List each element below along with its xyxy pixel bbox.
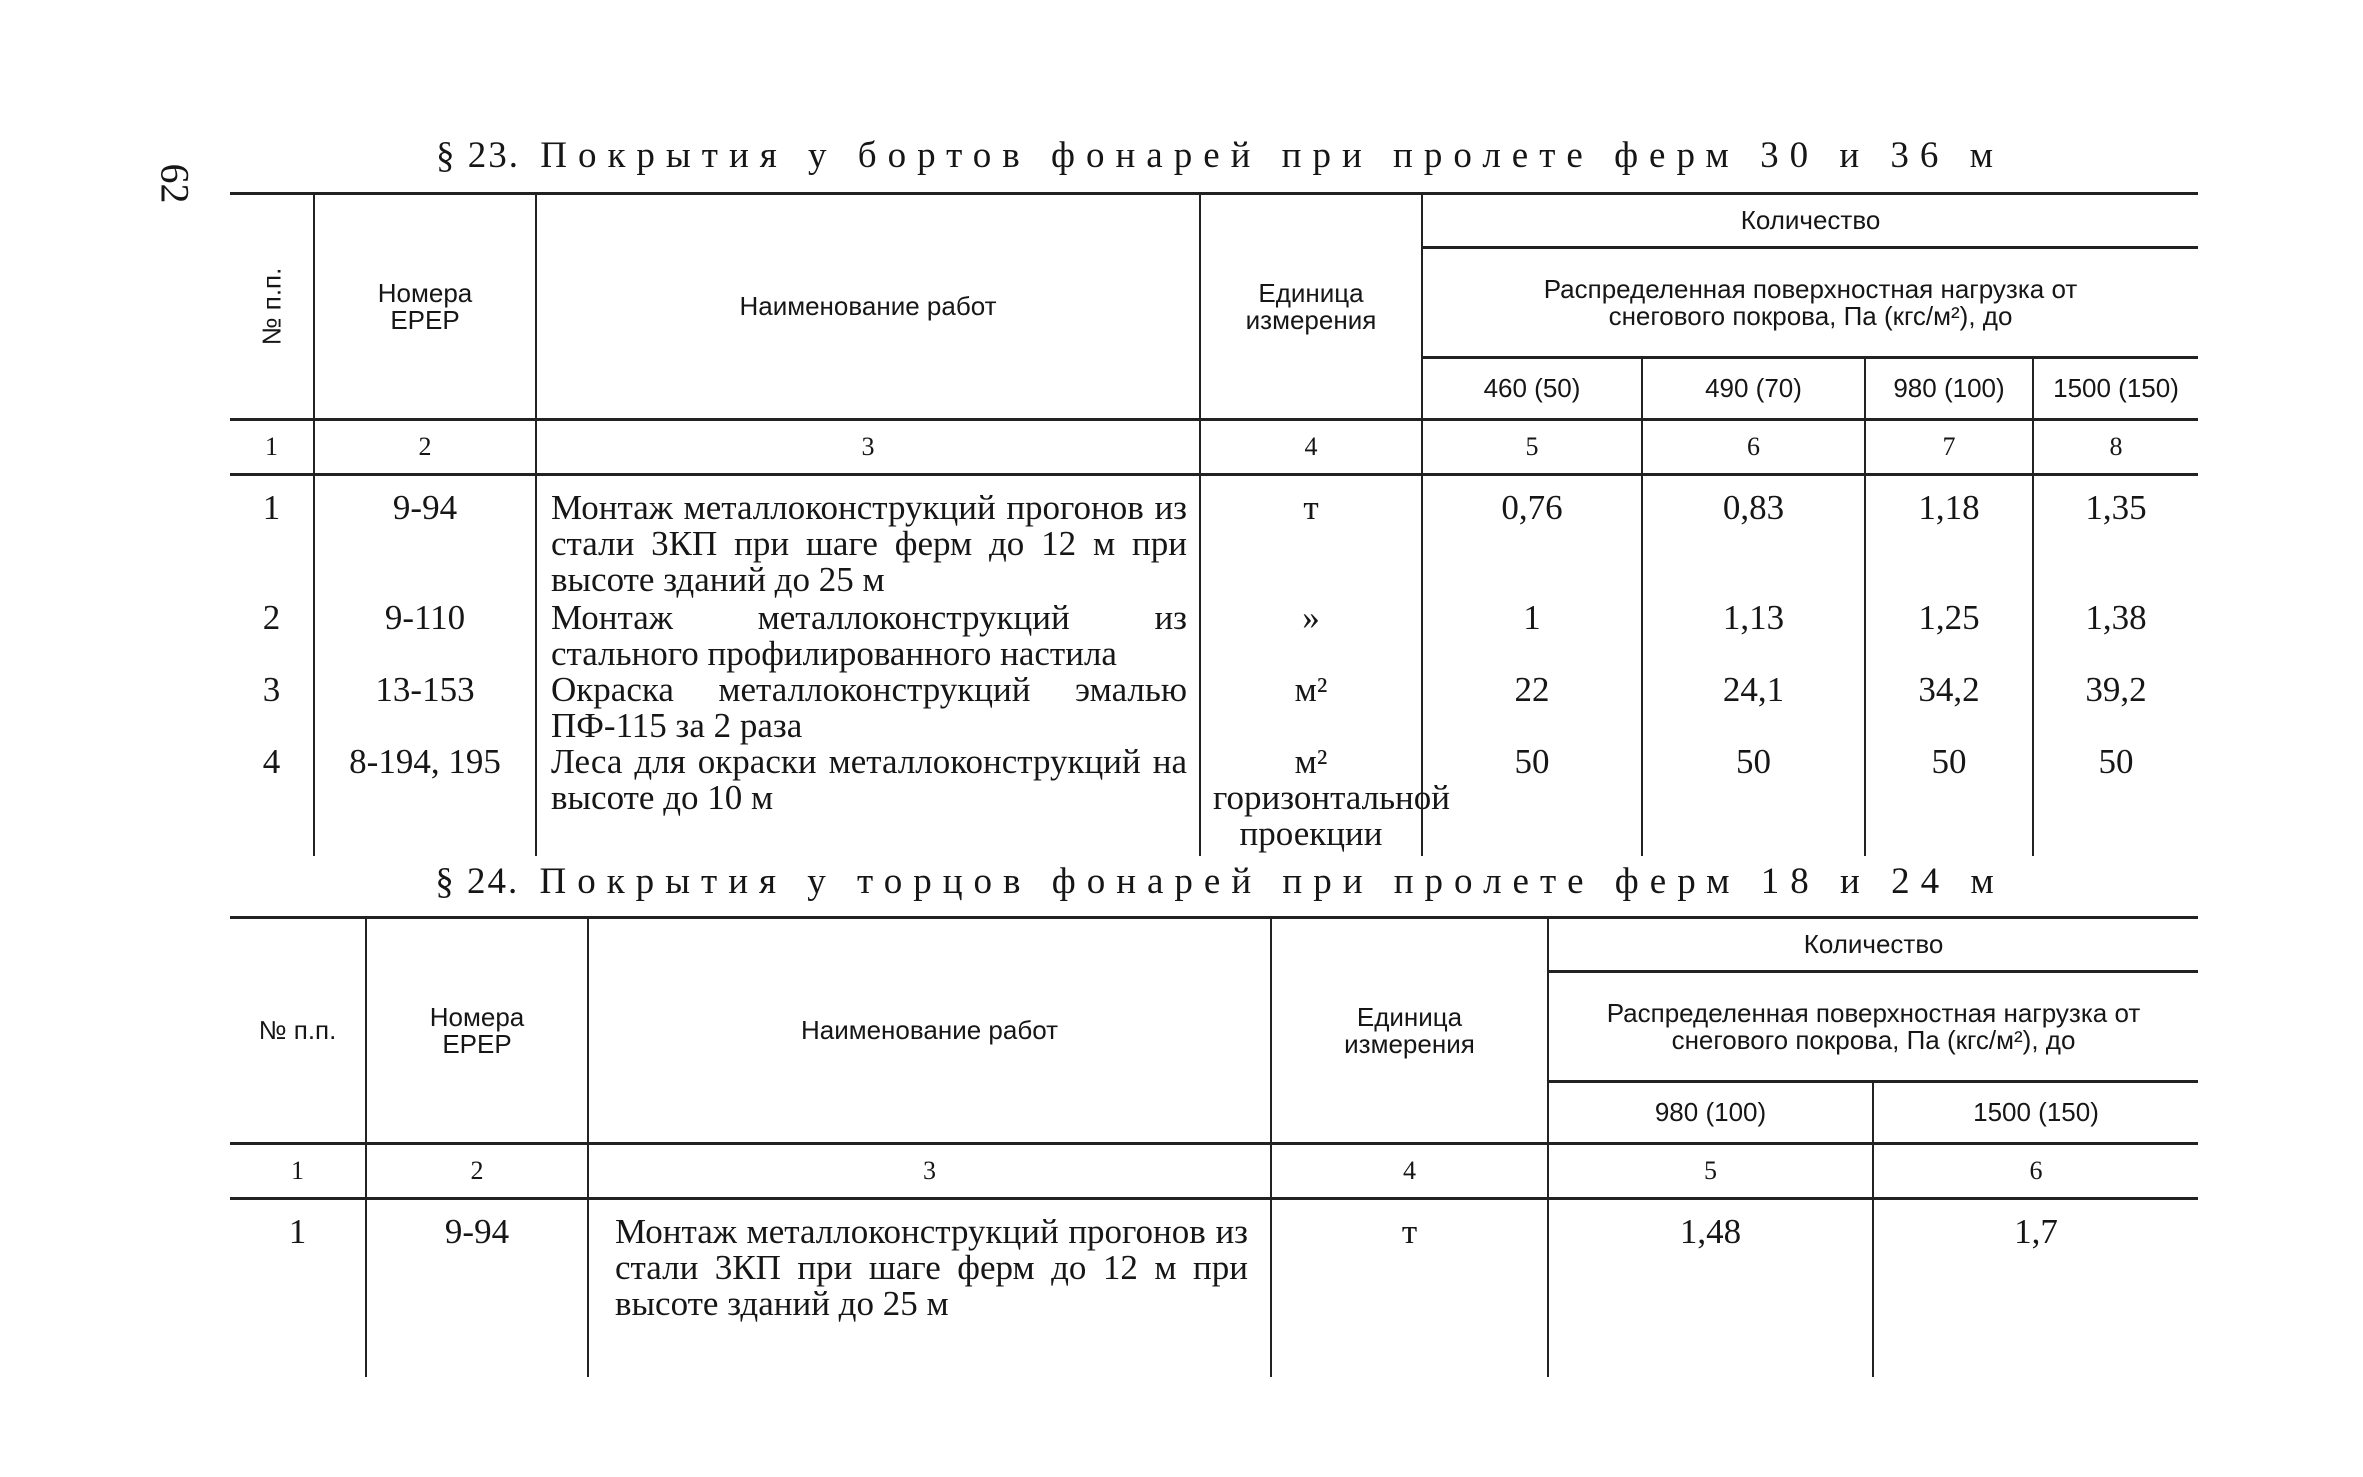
- header-load-2: 1500 (150): [1873, 1082, 2198, 1144]
- row-value: 1,7: [1873, 1199, 2198, 1377]
- row-name: Окраска металлоконструкций эмалью ПФ-115 за 2 раза: [536, 672, 1200, 744]
- row-unit: »: [1200, 598, 1422, 672]
- header-name: Наименование работ: [588, 918, 1271, 1144]
- table-row: [230, 475, 2198, 599]
- header-name: Наименование работ: [536, 194, 1200, 420]
- section-24-heading: Покрытия у торцов фонарей при пролете ферм 18 и 24 м: [539, 861, 2005, 902]
- row-value: 0,76: [1422, 475, 1642, 599]
- col-number: 1: [230, 1144, 366, 1199]
- row-value: 1: [1422, 598, 1642, 672]
- row-value: 50: [2033, 744, 2198, 856]
- col-number: 2: [366, 1144, 588, 1199]
- row-value: 1,18: [1865, 475, 2033, 599]
- header-load: Распределенная поверхностная нагрузка от снегового покрова, Па (кгс/м²), до: [1548, 972, 2198, 1082]
- row-num: 1: [262, 488, 281, 527]
- header-load-3: 980 (100): [1865, 358, 2033, 420]
- section-24-number: § 24.: [435, 861, 520, 902]
- col-number: 3: [536, 420, 1200, 475]
- row-code: 13-153: [314, 672, 536, 744]
- col-number: 6: [1642, 420, 1865, 475]
- header-erer: Номера ЕРЕР: [314, 194, 536, 420]
- row-value: 39,2: [2033, 672, 2198, 744]
- row-num: 1: [288, 1212, 307, 1251]
- table-row: [230, 1199, 2198, 1377]
- row-value: 0,83: [1642, 475, 1865, 599]
- page-number: 62: [152, 163, 198, 204]
- col-number: 7: [1865, 420, 2033, 475]
- header-num: № п.п.: [230, 918, 366, 1144]
- section-23-title: [230, 134, 2210, 177]
- row-value: 1,38: [2033, 598, 2198, 672]
- row-value: 1,13: [1642, 598, 1865, 672]
- section-23-heading: Покрытия у бортов фонарей при пролете ферм 30 и 36 м: [540, 135, 2005, 176]
- col-number: 8: [2033, 420, 2198, 475]
- section-24-title: [230, 860, 2210, 903]
- header-quantity: Количество: [1548, 918, 2198, 972]
- row-unit: м² горизонтальной проекции: [1200, 744, 1422, 856]
- col-number: 5: [1548, 1144, 1873, 1199]
- row-code: 9-94: [366, 1199, 588, 1377]
- row-num: 3: [262, 670, 281, 709]
- row-unit: т: [1200, 475, 1422, 599]
- row-code: 9-110: [314, 598, 536, 672]
- row-value: 34,2: [1865, 672, 2033, 744]
- row-value: 1,48: [1548, 1199, 1873, 1377]
- header-num: № п.п.: [230, 194, 314, 420]
- row-code: 8-194, 195: [314, 744, 536, 856]
- table-row: [230, 672, 2198, 744]
- row-name: Леса для окраски металлоконструкций на высоте до 10 м: [536, 744, 1200, 856]
- row-value: 22: [1422, 672, 1642, 744]
- header-quantity: Количество: [1422, 194, 2198, 248]
- row-value: 24,1: [1642, 672, 1865, 744]
- row-num: 4: [262, 742, 281, 781]
- row-value: 1,35: [2033, 475, 2198, 599]
- header-load-1: 980 (100): [1548, 1082, 1873, 1144]
- col-number: 6: [1873, 1144, 2198, 1199]
- header-load-4: 1500 (150): [2033, 358, 2198, 420]
- table-row: [230, 744, 2198, 856]
- row-name: Монтаж металлоконструкций прогонов из стали 3КП при шаге ферм до 12 м при высоте зданий до 25 м: [536, 475, 1200, 599]
- header-unit: Единица измерения: [1200, 194, 1422, 420]
- header-unit: Единица измерения: [1271, 918, 1548, 1144]
- header-load-1: 460 (50): [1422, 358, 1642, 420]
- row-unit: м²: [1200, 672, 1422, 744]
- row-name: Монтаж металлоконструкций прогонов из стали 3КП при шаге ферм до 12 м при высоте зданий до 25 м: [588, 1199, 1271, 1377]
- row-value: 50: [1865, 744, 2033, 856]
- row-code: 9-94: [314, 475, 536, 599]
- section-23-table: [230, 192, 2198, 856]
- row-value: 50: [1422, 744, 1642, 856]
- row-name: Монтаж металлоконструкций из стального профилированного настила: [536, 598, 1200, 672]
- table-row: [230, 598, 2198, 672]
- header-load: Распределенная поверхностная нагрузка от снегового покрова, Па (кгс/м²), до: [1422, 248, 2198, 358]
- row-value: 50: [1642, 744, 1865, 856]
- col-number: 2: [314, 420, 536, 475]
- section-23-number: § 23.: [435, 135, 520, 176]
- col-number: 1: [230, 420, 314, 475]
- row-value: 1,25: [1865, 598, 2033, 672]
- header-erer: Номера ЕРЕР: [366, 918, 588, 1144]
- col-number: 3: [588, 1144, 1271, 1199]
- col-number: 4: [1200, 420, 1422, 475]
- row-num: 2: [262, 598, 281, 637]
- section-24-table: [230, 916, 2198, 1377]
- col-number: 4: [1271, 1144, 1548, 1199]
- header-load-2: 490 (70): [1642, 358, 1865, 420]
- col-number: 5: [1422, 420, 1642, 475]
- row-unit: т: [1271, 1199, 1548, 1377]
